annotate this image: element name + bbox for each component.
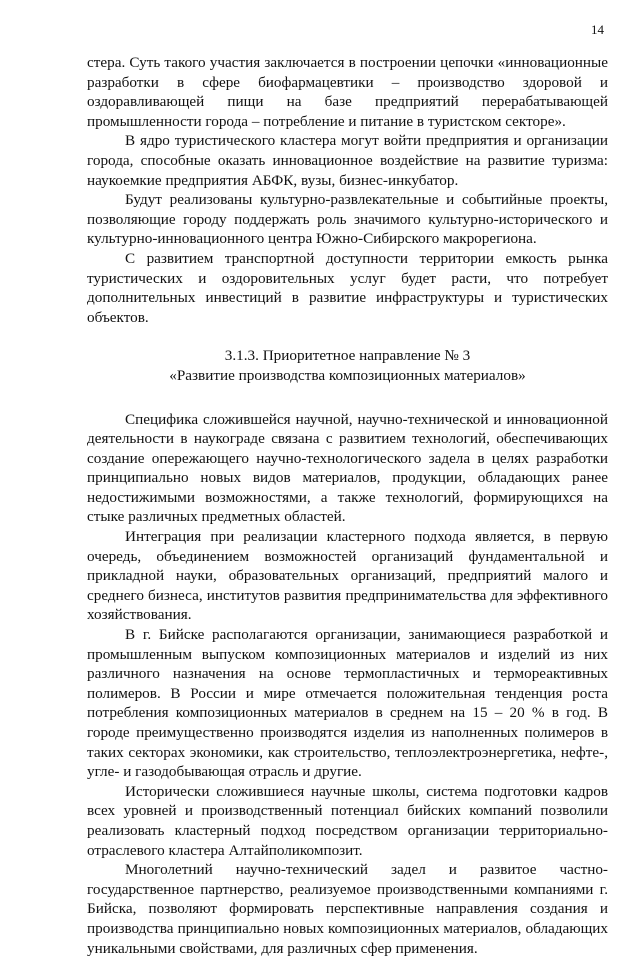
paragraph: Многолетний научно-технический задел и развитое частно-государственное партнерство, реализуемое производственными компаниями г. Бийска, позволяют формировать перспективные направления создания и производства принципиально новых композиционных материалов, обладающих уникальными свойствами, для различных сфер применения. xyxy=(87,860,608,958)
paragraph: С развитием транспортной доступности территории емкость рынка туристических и оздоровительных услуг будет расти, что потребует дополнительных инвестиций в развитие инфраструктуры и туристических объектов. xyxy=(87,249,608,327)
section-heading-number: 3.1.3. Приоритетное направление № 3 xyxy=(87,346,608,366)
paragraph: Интеграция при реализации кластерного подхода является, в первую очередь, объединением возможностей организаций фундаментальной и прикладной науки, образовательных организаций, предприятий малого и среднего бизнеса, институтов развития предпринимательства для эффективного хозяйствования. xyxy=(87,527,608,625)
paragraph: В г. Бийске располагаются организации, занимающиеся разработкой и промышленным выпуском композиционных материалов и изделий из них различного назначения на основе термопластичных и термореактивных полимеров. В России и мире отмечается положительная тенденция роста потребления композиционных материалов в среднем на 15 – 20 % в год. В городе преимущественно производятся изделия из наполненных полимеров в таких секторах экономики, как строительство, теплоэлектроэнергетика, нефте-, угле- и газодобывающая отрасль и другие. xyxy=(87,625,608,782)
paragraph: В ядро туристического кластера могут войти предприятия и организации города, способные оказать инновационное воздействие на развитие туризма: наукоемкие предприятия АБФК, вузы, бизнес-инкубатор. xyxy=(87,131,608,190)
paragraph: стера. Суть такого участия заключается в построении цепочки «инновационные разработки в сфере биофармацевтики – производство здоровой и оздоравливающей пищи на базе предприятий перерабатывающей промышленности города – потребление и питание в туристском секторе». xyxy=(87,53,608,131)
section-heading xyxy=(87,346,608,385)
paragraph: Специфика сложившейся научной, научно-технической и инновационной деятельности в наукограде связана с развитием технологий, обеспечивающих создание опережающего научно-технологического задела в целях разработки принципиально новых видов материалов, продукции, обладающих ранее недостижимыми возможностями, а также технологий, формирующихся на стыке различных предметных областей. xyxy=(87,410,608,528)
paragraphs-before-heading xyxy=(87,53,608,327)
paragraphs-after-heading xyxy=(87,410,608,958)
paragraph: Исторически сложившиеся научные школы, система подготовки кадров всех уровней и производственный потенциал бийских компаний позволили реализовать кластерный подход посредством организации территориально-отраслевого кластера Алтайполикомпозит. xyxy=(87,782,608,860)
page-content xyxy=(87,53,608,958)
section-heading-title: «Развитие производства композиционных материалов» xyxy=(87,366,608,386)
paragraph: Будут реализованы культурно-развлекательные и событийные проекты, позволяющие городу поддержать роль значимого культурно-исторического и культурно-инновационного центра Южно-Сибирского макрорегиона. xyxy=(87,190,608,249)
page-number: 14 xyxy=(591,22,604,38)
